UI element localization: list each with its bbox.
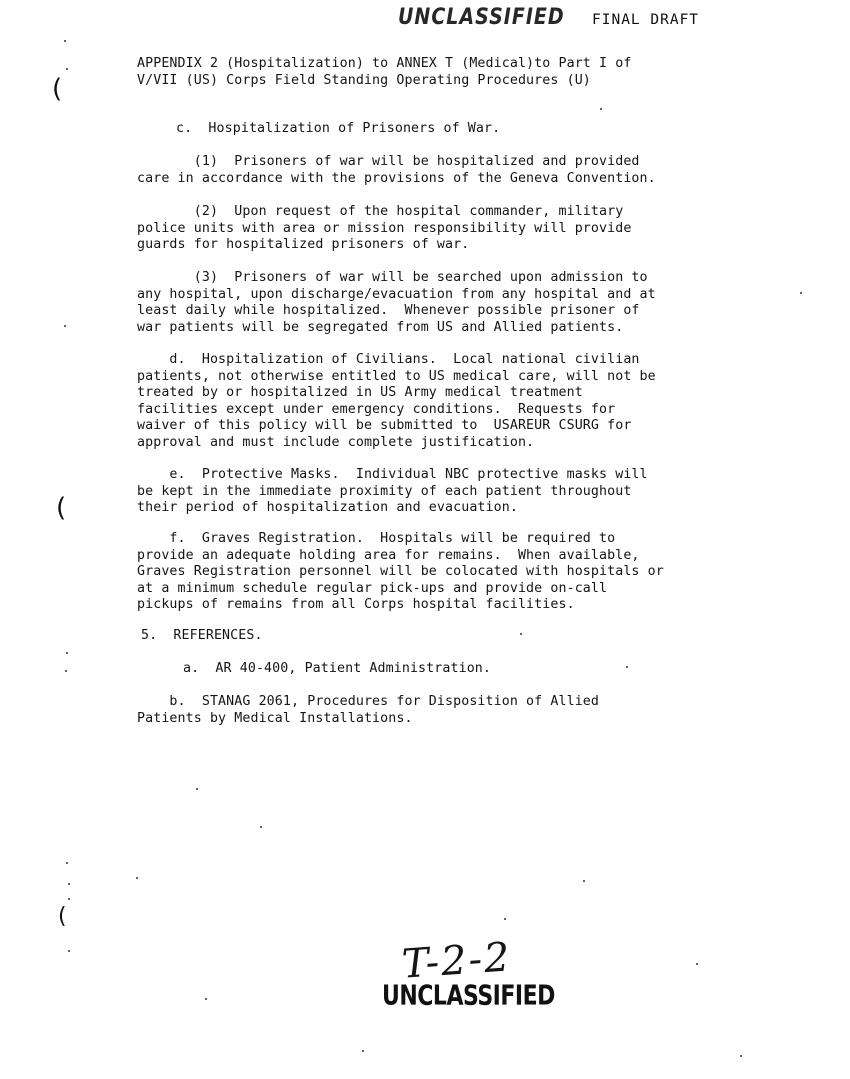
scan-speck-icon (65, 670, 67, 672)
scan-speck-icon (740, 1055, 742, 1057)
scan-speck-icon (66, 652, 68, 654)
scan-mark-paren-icon: ( (52, 74, 63, 104)
scan-speck-icon (260, 826, 262, 828)
scan-speck-icon (68, 898, 70, 900)
section-f-paragraph: f. Graves Registration. Hospitals will be required to provide an adequate holding area for remains. When available, Graves Registration personnel will be colocated with hospitals or at a minimum schedule regular pick-ups and provide on-call pickups of remains from all Corps hospital facilities. (137, 531, 664, 613)
scan-mark-paren-icon: ( (58, 904, 67, 929)
section-5-heading: 5. REFERENCES. (141, 628, 263, 643)
draft-label: FINAL DRAFT (592, 12, 700, 28)
section-c-heading: c. Hospitalization of Prisoners of War. (176, 121, 501, 136)
classification-stamp-bottom: UNCLASSIFIED (382, 980, 555, 1013)
scan-mark-paren-icon: ( (56, 493, 67, 523)
scan-speck-icon (583, 880, 585, 882)
section-d-paragraph: d. Hospitalization of Civilians. Local national civilian patients, not otherwise entitled to US medical care, will not be treated by or hospitalized in US Army medical treatment facilities except under emergency conditions. Requests for waiver of this policy will be submitted to USAREUR CSURG for approval and must include complete justification. (137, 352, 656, 450)
scan-speck-icon (196, 788, 198, 790)
paragraph-c3: (3) Prisoners of war will be searched upon admission to any hospital, upon discharge/evacuation from any hospital and at least daily while hospitalized. Whenever possible prisoner of war patients will be segregated from US and Allied patients. (137, 270, 656, 335)
scan-speck-icon (600, 108, 602, 110)
reference-b: b. STANAG 2061, Procedures for Disposition of Allied Patients by Medical Installations. (137, 694, 600, 726)
classification-stamp-top: UNCLASSIFIED (398, 4, 565, 30)
scan-speck-icon (800, 292, 802, 294)
scan-speck-icon (64, 325, 66, 327)
scan-speck-icon (205, 998, 207, 1000)
scan-speck-icon (66, 862, 68, 864)
scan-speck-icon (66, 68, 68, 70)
paragraph-c1: (1) Prisoners of war will be hospitalized and provided care in accordance with the provisions of the Geneva Convention. (137, 154, 656, 186)
reference-a: a. AR 40-400, Patient Administration. (183, 661, 492, 676)
scan-speck-icon (362, 1050, 364, 1052)
paragraph-c2: (2) Upon request of the hospital commander, military police units with area or mission responsibility will provide guards for hospitalized prisoners of war. (137, 204, 632, 253)
scan-speck-icon (520, 633, 522, 635)
scan-speck-icon (68, 950, 70, 952)
scan-speck-icon (68, 883, 70, 885)
scan-speck-icon (136, 877, 138, 879)
page-number: T-2-2 (400, 934, 513, 988)
scan-speck-icon (64, 40, 66, 42)
appendix-heading: APPENDIX 2 (Hospitalization) to ANNEX T (Medical)to Part I of V/VII (US) Corps Field Standing Operating Procedures (U) (137, 56, 632, 88)
scan-speck-icon (696, 963, 698, 965)
scan-speck-icon (504, 918, 506, 920)
scan-speck-icon (626, 666, 628, 668)
section-e-paragraph: e. Protective Masks. Individual NBC protective masks will be kept in the immediate proximity of each patient throughout their period of hospitalization and evacuation. (137, 467, 648, 516)
